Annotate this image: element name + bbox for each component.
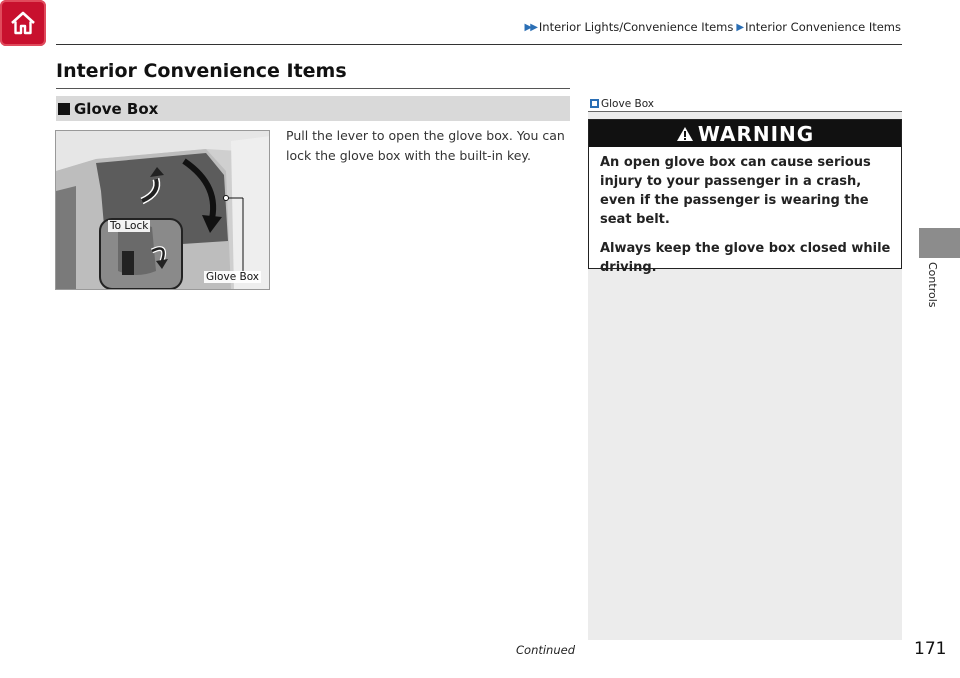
breadcrumb-arrow-icon: ▶: [736, 21, 743, 33]
warning-triangle-icon: [676, 126, 694, 142]
warning-paragraph: Always keep the glove box closed while driving.: [600, 241, 891, 275]
continued-label: Continued: [516, 643, 576, 657]
note-icon: [590, 99, 599, 108]
glove-box-illustration: [55, 130, 270, 290]
warning-box: [588, 119, 902, 275]
note-heading: [588, 96, 902, 112]
square-bullet-icon: [58, 103, 70, 115]
breadcrumb-link-interior-lights[interactable]: Interior Lights/Convenience Items: [538, 20, 734, 34]
page-title: Interior Convenience Items: [56, 60, 347, 82]
warning-title: WARNING: [697, 121, 815, 146]
section-heading: [56, 96, 570, 121]
warning-banner: [589, 120, 901, 147]
side-tab-label: Controls: [926, 262, 939, 308]
home-button[interactable]: [0, 0, 46, 46]
warning-paragraph: An open glove box can cause serious injury to your passenger in a crash, even if the passenger is wearing the seat belt.: [600, 155, 871, 227]
instruction-text: Pull the lever to open the glove box. You can lock the glove box with the built-in key.: [286, 128, 565, 163]
section-heading-label: Glove Box: [74, 99, 159, 118]
breadcrumb-link-interior-convenience[interactable]: Interior Convenience Items: [745, 20, 901, 34]
breadcrumb: [525, 20, 902, 34]
header-rule: [56, 44, 902, 45]
note-heading-label: Glove Box: [601, 97, 655, 110]
page-number: 171: [914, 639, 947, 659]
breadcrumb-arrow-icon: ▶▶: [524, 21, 536, 33]
title-rule: [56, 88, 570, 89]
figure-label-to-lock: To Lock: [110, 220, 149, 232]
home-icon: [8, 8, 38, 38]
side-tab-marker: [919, 228, 960, 258]
figure-label-glove-box: Glove Box: [206, 271, 260, 283]
warning-text: [589, 147, 901, 277]
